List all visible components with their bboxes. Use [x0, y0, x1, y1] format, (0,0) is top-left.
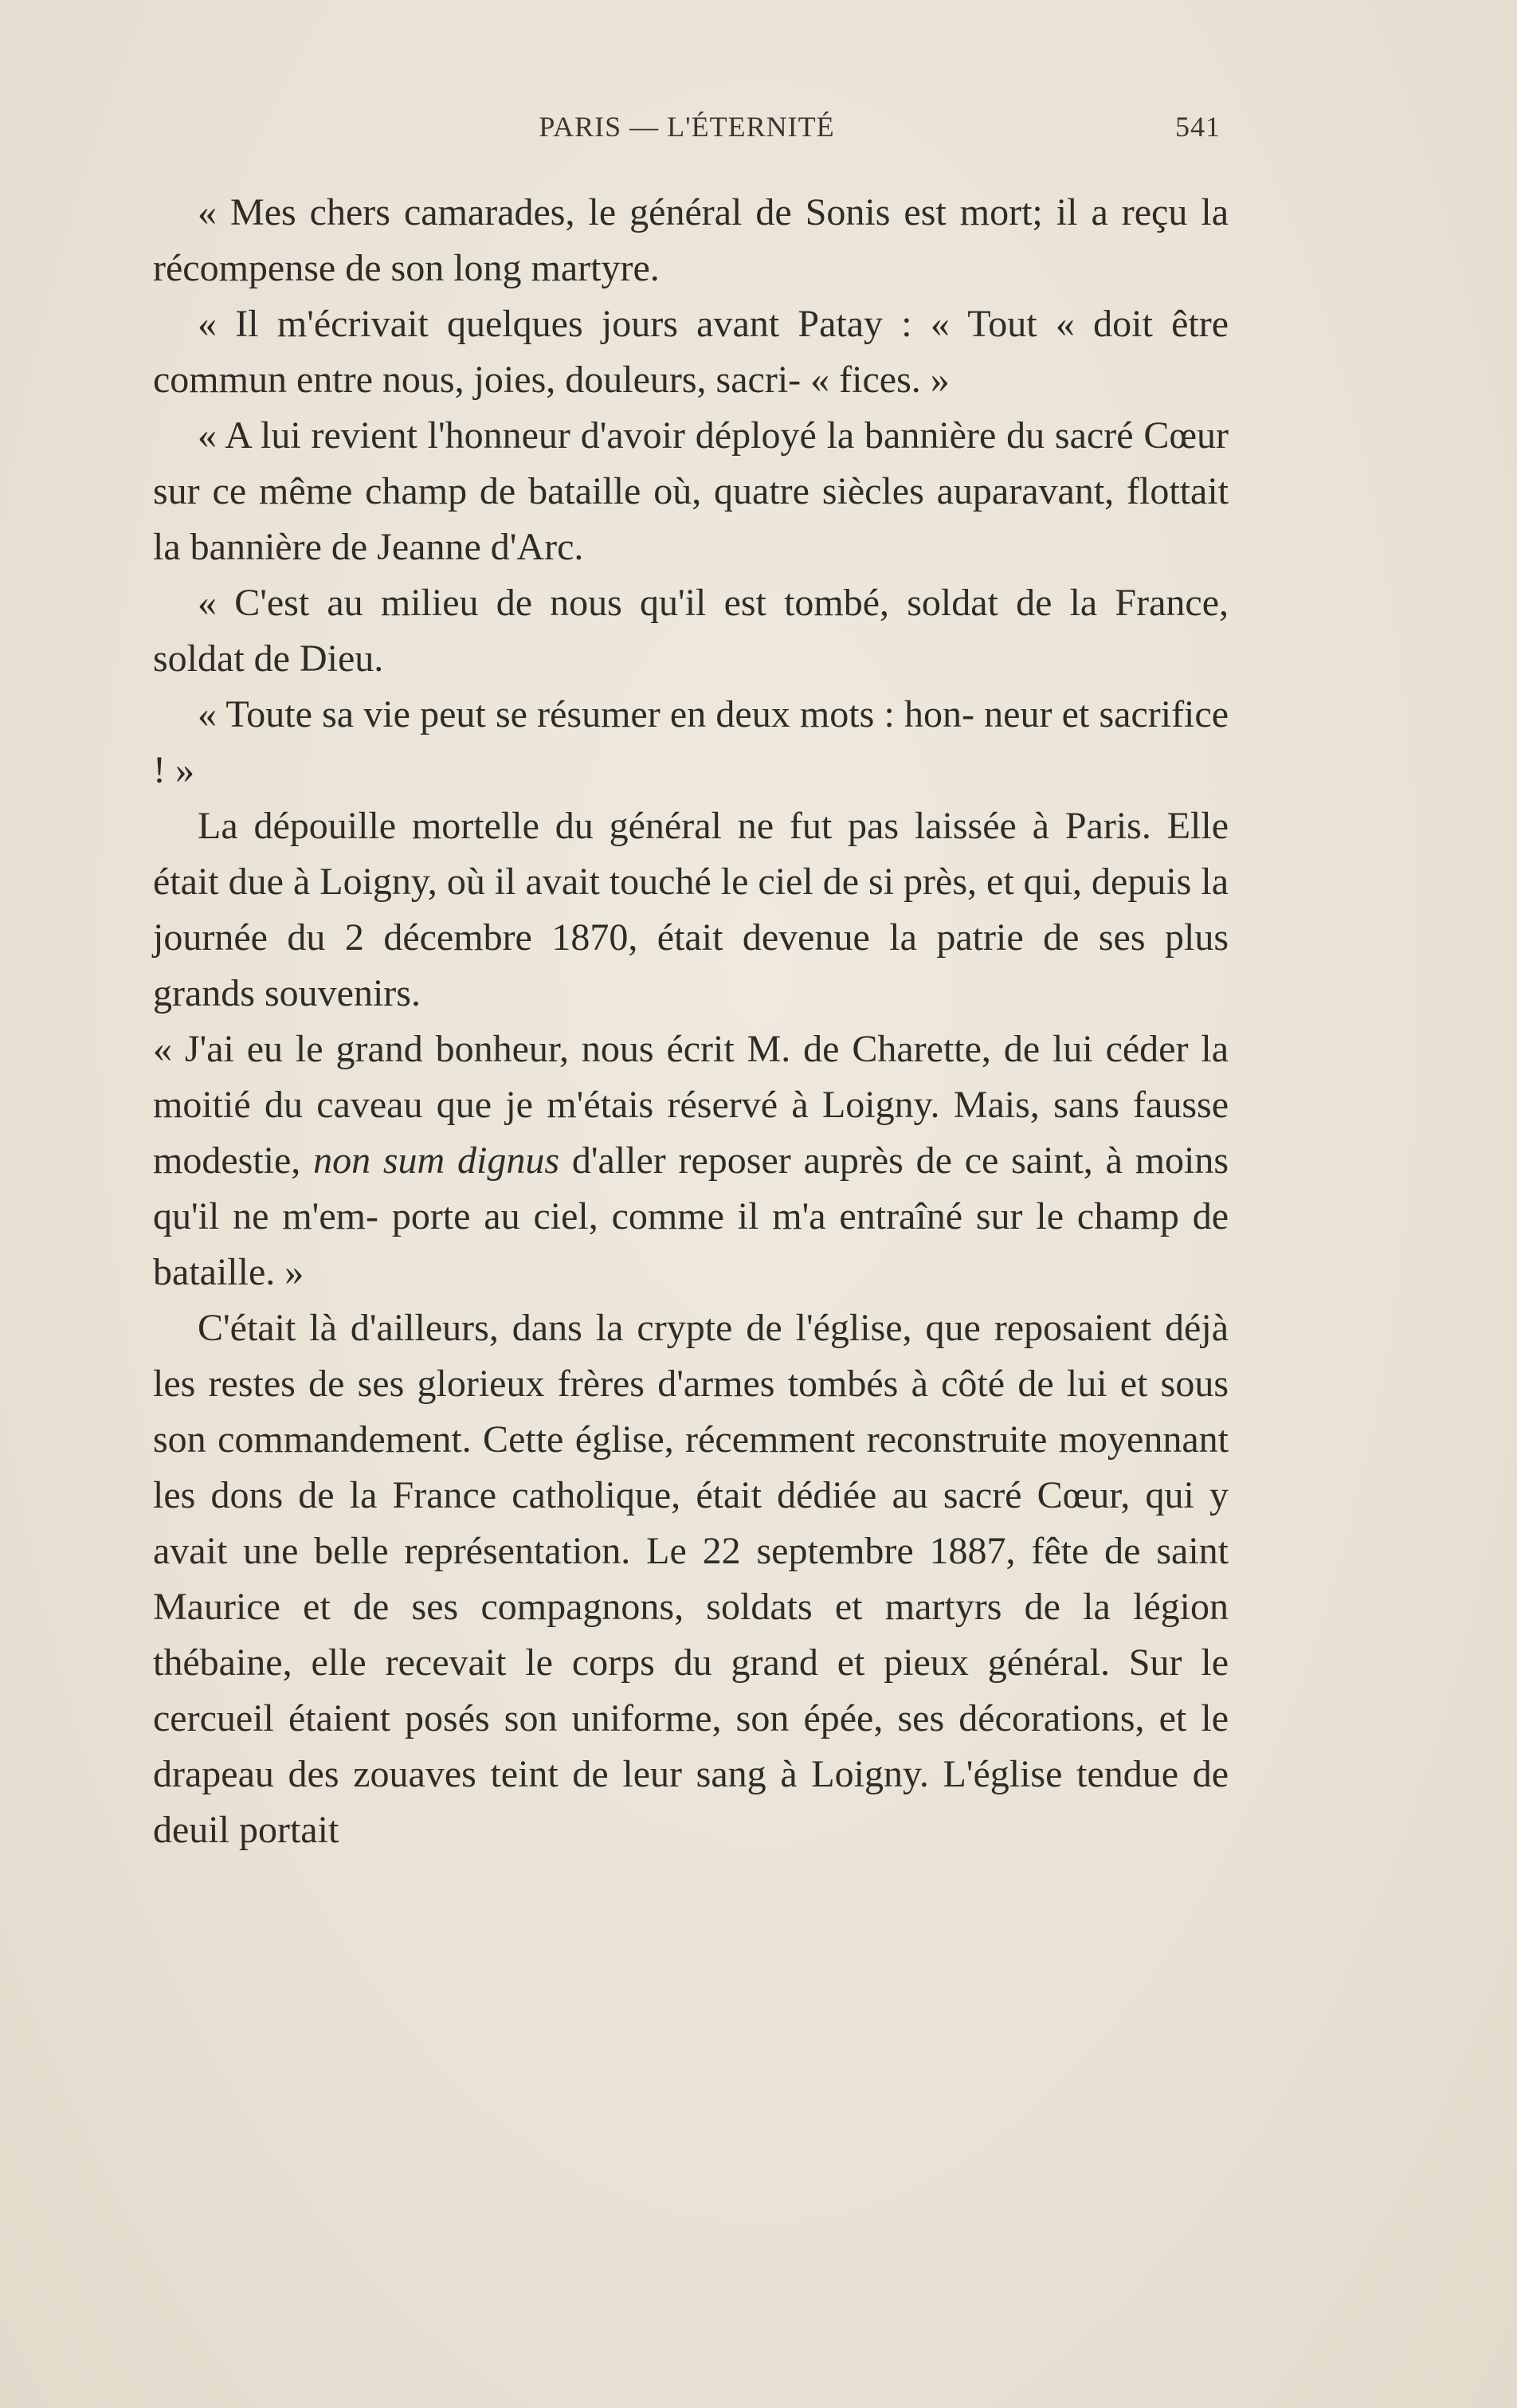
paragraph-7-part-1: « J'ai eu le grand bonheur, nous écrit M. de Charette, de lui céder la moitié du caveau que je m'étais réservé à Loigny. Mais, sans fausse modestie,: [153, 1028, 1229, 1182]
paragraph-8: C'était là d'ailleurs, dans la crypte de l'église, que reposaient déjà les restes de ses glorieux frères d'armes tombés à côté de lui et sous son commandement. Cette église, récemment reconstruite moyennant les dons de la France catholique, était dédiée au sacré Cœur, qui y avait une belle représentation. Le 22 septembre 1887, fête de saint Maurice et de ses compagnons, soldats et martyrs de la légion thébaine, elle recevait le corps du grand et pieux général. Sur le cercueil étaient posés son uniforme, son épée, ses décorations, et le drapeau des zouaves teint de leur sang à Loigny. L'église tendue de deuil portait: [153, 1307, 1229, 1851]
running-title: PARIS — L'ÉTERNITÉ: [539, 111, 835, 143]
latin-phrase: non sum dignus: [313, 1139, 560, 1182]
paragraph-4: « C'est au milieu de nous qu'il est tombé, soldat de la France, soldat de Dieu.: [153, 582, 1229, 680]
paragraph-1: « Mes chers camarades, le général de Sonis est mort; il a reçu la récompense de son long martyre.: [153, 191, 1229, 289]
page-number: 541: [1175, 111, 1221, 143]
body-text: [153, 185, 1229, 1858]
paragraph-5: « Toute sa vie peut se résumer en deux mots : hon- neur et sacrifice ! »: [153, 693, 1229, 791]
paragraph-3: « A lui revient l'honneur d'avoir déployé la bannière du sacré Cœur sur ce même champ de bataille où, quatre siècles auparavant, flottait la bannière de Jeanne d'Arc.: [153, 414, 1229, 568]
paragraph-7-part-2: d'aller reposer auprès de ce saint, à moins qu'il ne m'em- porte au ciel, comme il m'a entraîné sur le champ de bataille. »: [153, 1139, 1229, 1293]
paragraph-2: « Il m'écrivait quelques jours avant Patay : « Tout « doit être commun entre nous, joies, douleurs, sacri- « fices. »: [153, 303, 1229, 401]
paragraph-7: [153, 1022, 1229, 1300]
paragraph-6: La dépouille mortelle du général ne fut pas laissée à Paris. Elle était due à Loigny, où il avait touché le ciel de si près, et qui, depuis la journée du 2 décembre 1870, était devenue la patrie de ses plus grands souvenirs.: [153, 805, 1229, 1014]
page-header: [153, 110, 1221, 158]
